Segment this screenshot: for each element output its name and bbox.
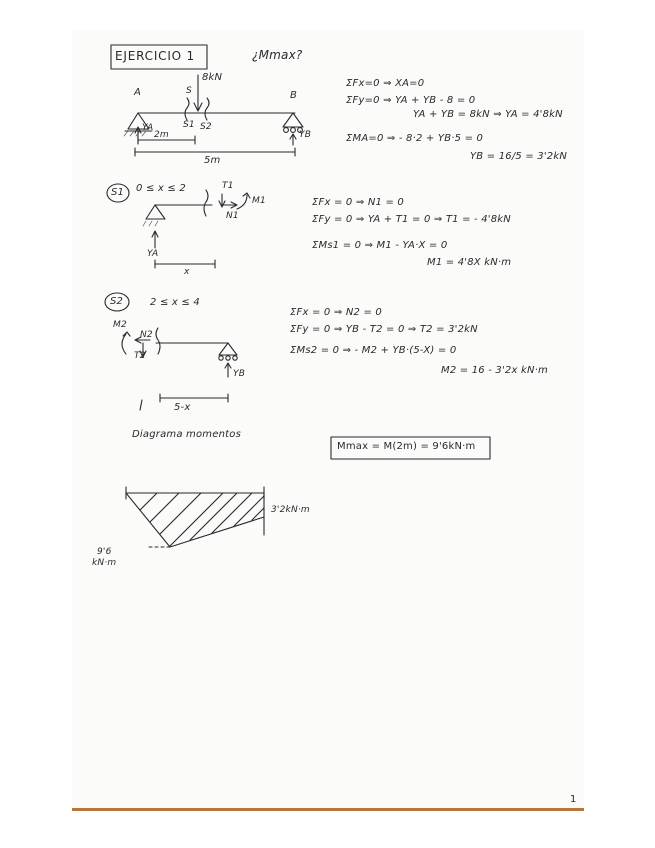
page-number: 1 [570, 794, 577, 805]
dim-2m-label: 2m [154, 130, 169, 140]
section1-t-label: T1 [222, 181, 234, 191]
section1-eq3: ΣMs1 = 0 ⇒ M1 - YA·X = 0 [312, 240, 448, 251]
section2-yb-label: YB [233, 369, 246, 379]
reaction-yb-label: YB [299, 130, 312, 140]
exercise-title: EJERCICIO 1 [115, 49, 195, 63]
section1-ya-label: YA [147, 249, 159, 259]
diagram-left-value: 9'6 [97, 547, 112, 557]
reaction-ya-label: YA [142, 123, 154, 133]
diagram-title: Diagrama momentos [132, 429, 241, 440]
section1-eq1: ΣFx = 0 ⇒ N1 = 0 [312, 197, 404, 208]
section2-eq2: ΣFy = 0 ⇒ YB - T2 = 0 ⇒ T2 = 3'2kN [290, 324, 478, 335]
section1-m-label: M1 [252, 196, 266, 206]
section2-eq4: M2 = 16 - 3'2x kN·m [441, 365, 548, 376]
cut-s1-label: S1 [183, 120, 195, 130]
eq-yb-value: YB = 16/5 = 3'2kN [470, 151, 568, 162]
diagram-left-unit: kN·m [92, 558, 117, 568]
cut-s2-label: S2 [200, 122, 212, 132]
section2-eq3: ΣMs2 = 0 ⇒ - M2 + YB·(5-X) = 0 [290, 345, 457, 356]
support-a-label: A [134, 87, 142, 98]
section2-eq1: ΣFx = 0 ⇒ N2 = 0 [290, 307, 382, 318]
eq-sum-ma: ΣMA=0 ⇒ - 8·2 + YB·5 = 0 [346, 133, 484, 144]
section1-eq4: M1 = 4'8X kN·m [427, 257, 512, 268]
section2-range: 2 ≤ x ≤ 4 [150, 297, 200, 308]
mmax-result: Mmax = M(2m) = 9'6kN·m [337, 441, 476, 452]
section1-x-label: x [184, 267, 190, 277]
load-label: 8kN [202, 72, 223, 83]
question-mmax: ¿Mmax? [252, 48, 303, 62]
eq-sum-fx: ΣFx=0 ⇒ XA=0 [346, 78, 425, 89]
section2-t-label: T2 [134, 351, 146, 361]
eq-ya-value: YA + YB = 8kN ⇒ YA = 4'8kN [413, 109, 563, 120]
section1-n-label: N1 [226, 211, 239, 221]
section2-circle-label: S2 [110, 296, 124, 307]
section1-eq2: ΣFy = 0 ⇒ YA + T1 = 0 ⇒ T1 = - 4'8kN [312, 214, 511, 225]
support-b-triangle [283, 113, 303, 127]
section1-range: 0 ≤ x ≤ 2 [136, 183, 186, 194]
eq-sum-fy: ΣFy=0 ⇒ YA + YB - 8 = 0 [346, 95, 476, 106]
diagram-right-value: 3'2kN·m [271, 505, 310, 515]
section1-circle-label: S1 [111, 187, 125, 198]
section2-n-label: N2 [140, 330, 153, 340]
support-b-label: B [290, 90, 298, 101]
cut-s-label: S [186, 86, 192, 96]
section2-dist-label: 5-x [174, 402, 191, 413]
dim-5m-label: 5m [204, 155, 221, 166]
section2-m-label: M2 [113, 320, 127, 330]
